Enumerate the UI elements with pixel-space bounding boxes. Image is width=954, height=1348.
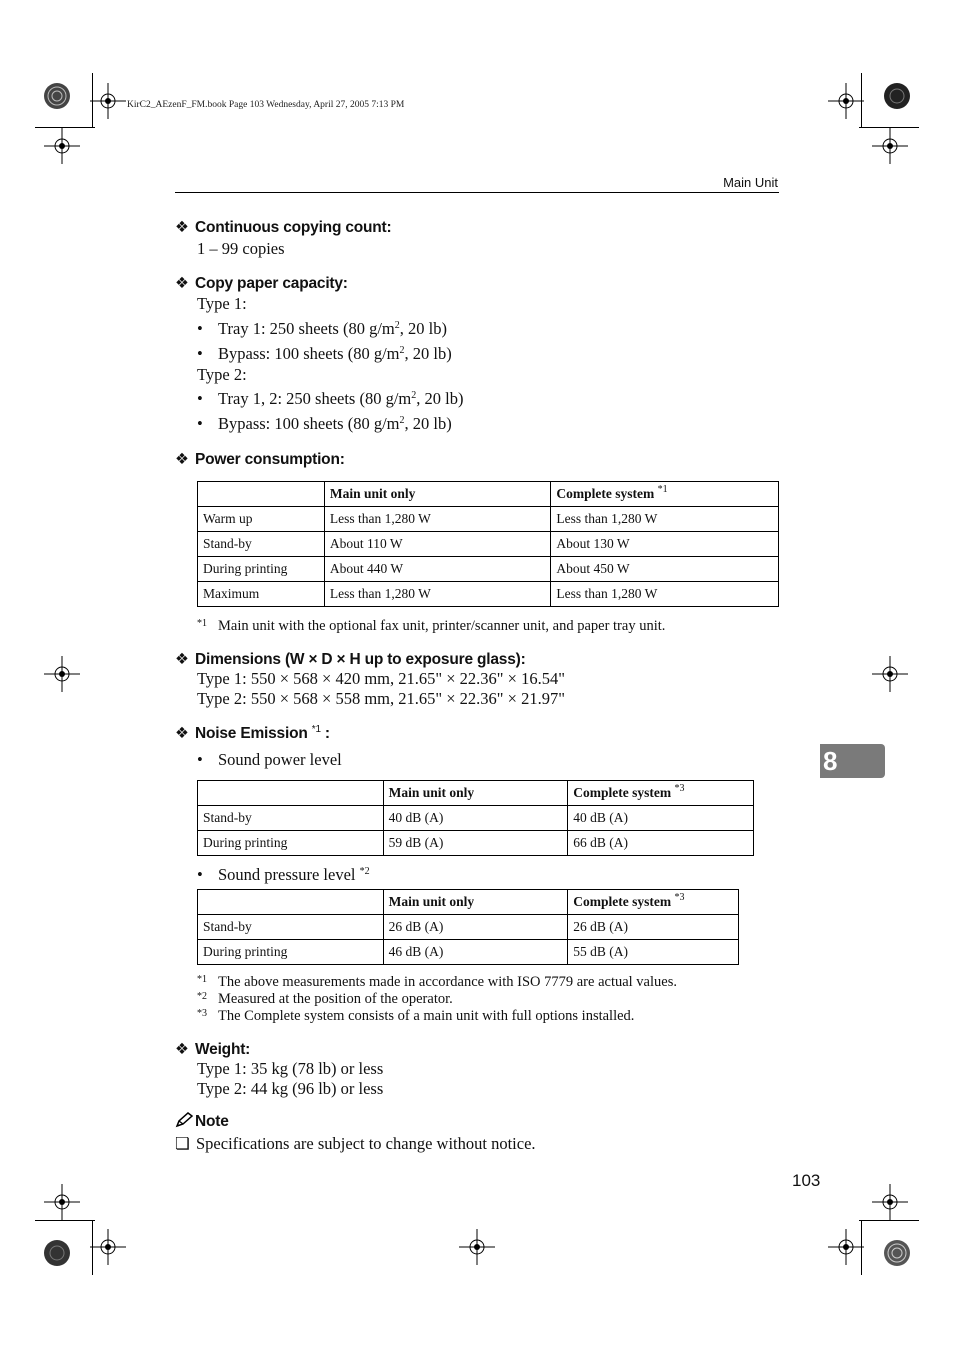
print-file-info: KirC2_AEzenF_FM.book Page 103 Wednesday, April 27, 2005 7:13 PM	[127, 100, 405, 110]
type2-label: Type 2:	[197, 365, 247, 384]
heading-paper-capacity: ❖ Copy paper capacity:	[175, 275, 348, 292]
sound-power-table	[197, 780, 754, 856]
crosshair-mark-icon	[90, 83, 126, 119]
crosshair-mark-icon	[90, 1229, 126, 1265]
table-row: Stand-by 40 dB (A) 40 dB (A)	[198, 806, 754, 831]
crosshair-mark-icon	[828, 83, 864, 119]
diamond-bullet-icon: ❖	[175, 275, 189, 292]
crosshair-mark-icon	[872, 1184, 908, 1220]
table-header-row: Main unit only Complete system $^{*3}$	[198, 890, 739, 915]
registration-mark-icon	[40, 79, 74, 113]
table-header-row: Main unit only Complete system $^{*1}$	[198, 482, 779, 507]
heading-dimensions: ❖ Dimensions (W × D × H up to exposure glass):	[175, 651, 526, 668]
pencil-note-icon	[175, 1112, 195, 1128]
note-heading: Note	[175, 1112, 229, 1131]
list-item: • Bypass: 100 sheets (80 $g/m^2$, 20 lb)	[197, 414, 452, 433]
heading-weight: ❖ Weight:	[175, 1041, 251, 1058]
heading-copy-count: ❖ Continuous copying count:	[175, 219, 392, 236]
chapter-tab: 8	[820, 744, 885, 778]
diamond-bullet-icon: ❖	[175, 725, 189, 742]
table-row: During printing About 440 W About 450 W	[198, 557, 779, 582]
dimensions-type1: Type 1: 550 × 568 × 420 mm, 21.65" × 22.36" × 16.54"	[197, 669, 565, 688]
table-row: Warm up Less than 1,280 W Less than 1,280 W	[198, 507, 779, 532]
type1-label: Type 1:	[197, 294, 247, 313]
weight-type2: Type 2: 44 kg (96 lb) or less	[197, 1079, 384, 1098]
crosshair-mark-icon	[872, 656, 908, 692]
table-header-row: Main unit only Complete system $^{*3}$	[198, 781, 754, 806]
copy-count-value: 1 – 99 copies	[197, 239, 285, 258]
crosshair-mark-icon	[459, 1229, 495, 1265]
crosshair-mark-icon	[872, 128, 908, 164]
crosshair-mark-icon	[44, 1184, 80, 1220]
sound-pressure-table	[197, 889, 739, 965]
registration-mark-icon	[40, 1236, 74, 1270]
heading-noise: ❖ Noise Emission $^{*1}$ :	[175, 724, 330, 742]
diamond-bullet-icon: ❖	[175, 1041, 189, 1058]
heading-power: ❖ Power consumption:	[175, 451, 345, 468]
header-rule	[175, 192, 779, 193]
crosshair-mark-icon	[44, 128, 80, 164]
table-row: Stand-by 26 dB (A) 26 dB (A)	[198, 915, 739, 940]
list-item: • Tray 1: 250 sheets (80 $g/m^2$, 20 lb)	[197, 319, 447, 338]
diamond-bullet-icon: ❖	[175, 651, 189, 668]
crosshair-mark-icon	[44, 656, 80, 692]
crosshair-mark-icon	[828, 1229, 864, 1265]
page-number: 103	[792, 1171, 821, 1190]
list-item: • Bypass: 100 sheets (80 $g/m^2$, 20 lb)	[197, 344, 452, 363]
note-item: ❏ Specifications are subject to change without notice.	[175, 1134, 536, 1153]
power-table	[197, 481, 779, 607]
weight-type1: Type 1: 35 kg (78 lb) or less	[197, 1059, 384, 1078]
noise-footnote: *1 The above measurements made in accordance with ISO 7779 are actual values.	[197, 974, 677, 990]
noise-footnote: *3 The Complete system consists of a main unit with full options installed.	[197, 1008, 635, 1024]
noise-footnote: *2 Measured at the position of the operator.	[197, 991, 453, 1007]
power-footnote: *1 Main unit with the optional fax unit, printer/scanner unit, and paper tray unit.	[197, 618, 666, 634]
table-row: Stand-by About 110 W About 130 W	[198, 532, 779, 557]
dimensions-type2: Type 2: 550 × 568 × 558 mm, 21.65" × 22.36" × 21.97"	[197, 689, 565, 708]
table-row: During printing 59 dB (A) 66 dB (A)	[198, 831, 754, 856]
table-row: Maximum Less than 1,280 W Less than 1,280 W	[198, 582, 779, 607]
list-item: • Sound power level	[197, 750, 342, 769]
diamond-bullet-icon: ❖	[175, 451, 189, 468]
running-head: Main Unit	[723, 175, 778, 190]
checkbox-icon: ❏	[175, 1134, 190, 1153]
registration-mark-icon	[880, 1236, 914, 1270]
list-item: • Sound pressure level $^{*2}$	[197, 865, 370, 884]
table-row: During printing 46 dB (A) 55 dB (A)	[198, 940, 739, 965]
registration-mark-icon	[880, 79, 914, 113]
list-item: • Tray 1, 2: 250 sheets (80 $g/m^2$, 20 lb)	[197, 389, 464, 408]
diamond-bullet-icon: ❖	[175, 219, 189, 236]
